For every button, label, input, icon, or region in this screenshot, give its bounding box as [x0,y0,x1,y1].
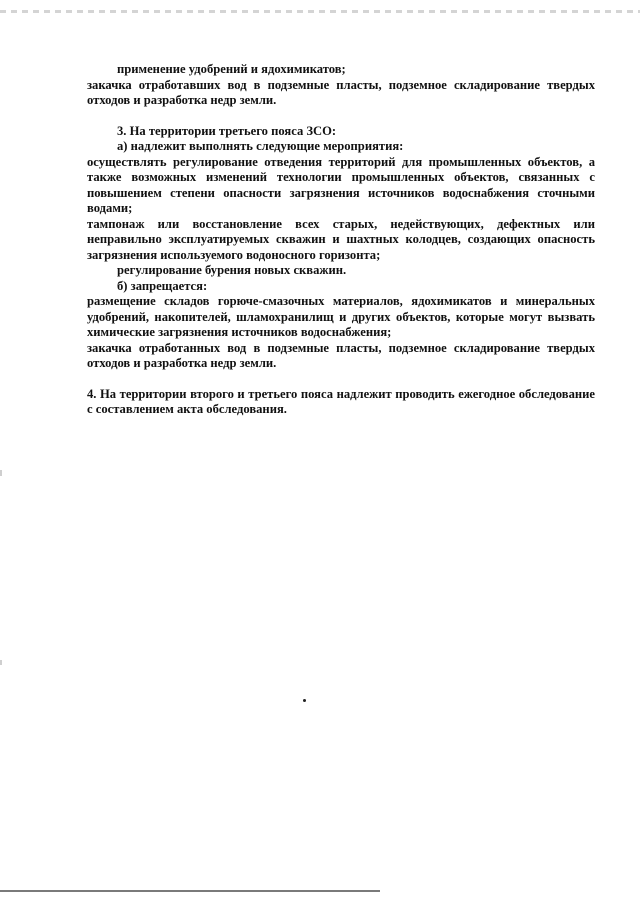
paragraph-drilling-regulation: регулирование бурения новых скважин. [117,263,347,277]
scan-artifact-bottom [0,890,380,892]
subsection-b-heading: б) запрещается: [117,278,208,293]
paragraph-well-plugging: тампонаж или восстановление всех старых, недействующих, дефектных или неправильно эксплуатируемых скважин и шахтных колодцев, создающих опасность загрязнения используемого водоносного горизонта; [87,216,595,262]
scan-dot-artifact [303,699,306,702]
paragraph-storage-ban: размещение складов горюче-смазочных материалов, ядохимикатов и минеральных удобрений, накопителей, шламохранилищ и других объектов, которые могут вызвать химические загрязнения источников водоснабжения; [87,294,595,339]
subsection-a-heading: а) надлежит выполнять следующие мероприятия: [117,139,404,153]
scan-margin-artifact [0,660,2,665]
scan-margin-artifact [0,470,2,476]
scan-artifact-top [0,10,640,13]
paragraph-gap [117,372,595,387]
paragraph-territory-regulation: осуществлять регулирование отведения территорий для промышленных объектов, а также возможных изменений технологии промышленных объектов, связанных с повышением степени опасности загрязнения источников водоснабжения сточными водами; [87,154,595,215]
document-body [87,62,595,418]
paragraph-gap [117,109,595,124]
paragraph-wastewater-injection-2: закачка отработанных вод в подземные пласты, подземное складирование твердых отходов и разработка недр земли. [87,340,595,370]
section-4-paragraph: 4. На территории второго и третьего пояса надлежит проводить ежегодное обследование с составлением акта обследования. [87,386,595,416]
section-3-heading: 3. На территории третьего пояса ЗСО: [117,123,337,138]
paragraph-fertilizers: применение удобрений и ядохимикатов; [117,62,346,76]
paragraph-wastewater-injection-1: закачка отработавших вод в подземные пласты, подземное складирование твердых отходов и разработка недр земли. [87,77,595,107]
